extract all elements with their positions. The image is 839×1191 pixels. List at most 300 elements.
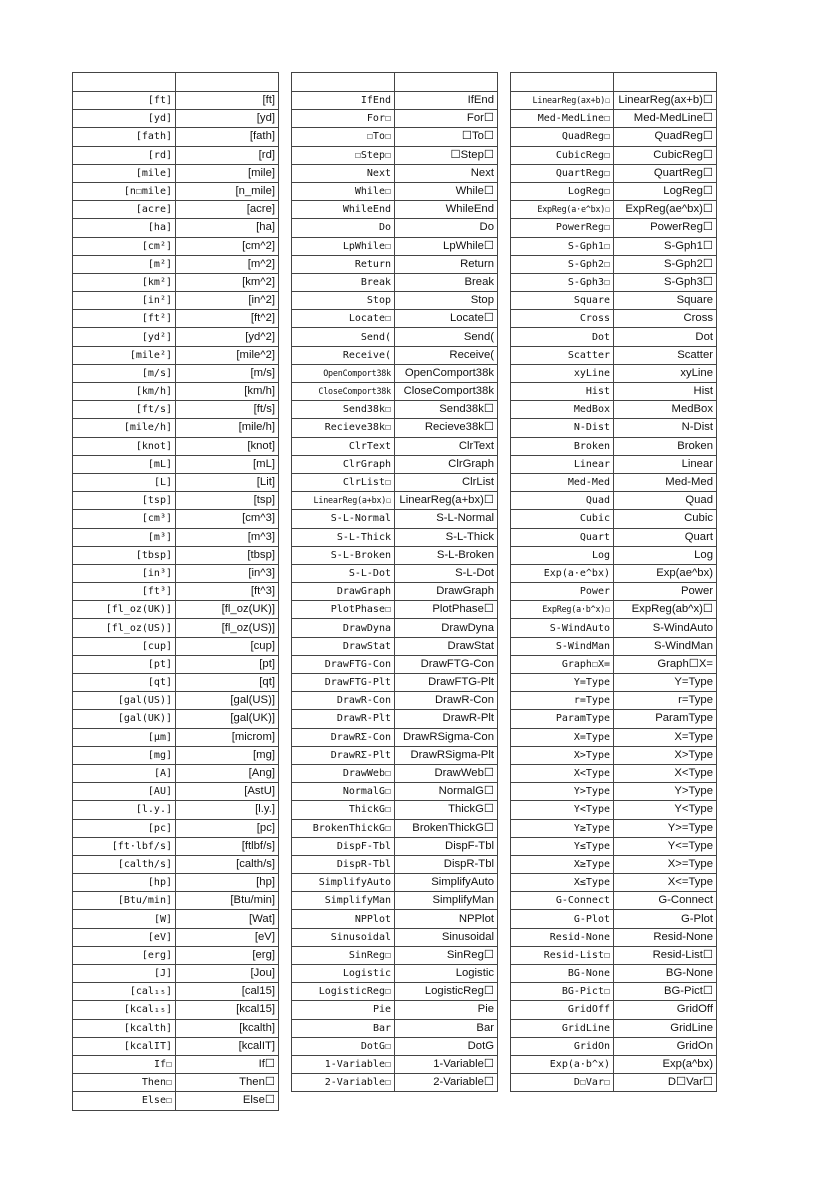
header-cell-command [292,73,395,92]
table-row [511,892,717,910]
text-cell: GridOff [614,1001,717,1019]
text-cell: [fl_oz(UK)] [176,601,279,619]
table-row [292,983,498,1001]
command-cell: Graph☐X= [511,655,614,673]
command-cell: LogisticReg☐ [292,983,395,1001]
table-row [511,473,717,491]
text-cell: ☐Step☐ [395,146,498,164]
command-cell: DrawDyna [292,619,395,637]
text-cell: Quart [614,528,717,546]
text-cell: [AstU] [176,783,279,801]
command-cell: [mL] [73,455,176,473]
table-row [73,583,279,601]
text-cell: PlotPhase☐ [395,601,498,619]
command-cell: X=Type [511,728,614,746]
table-row [511,401,717,419]
command-cell: [pc] [73,819,176,837]
text-cell: DrawGraph [395,583,498,601]
text-cell: WhileEnd [395,201,498,219]
table-row [292,364,498,382]
text-cell: [ft^2] [176,310,279,328]
command-cell: Resid-List☐ [511,946,614,964]
table-row [511,692,717,710]
header-cell-text [176,73,279,92]
table-row [292,292,498,310]
table-row [511,219,717,237]
command-cell: OpenComport38k [292,364,395,382]
command-cell: Square [511,292,614,310]
text-cell: Quad [614,492,717,510]
command-cell: Med-Med [511,473,614,491]
table-row [73,292,279,310]
text-cell: S-Gph2☐ [614,255,717,273]
text-cell: Y=Type [614,674,717,692]
text-cell: [rd] [176,146,279,164]
text-cell: [Lit] [176,473,279,491]
table-row [73,928,279,946]
command-cell: GridOn [511,1037,614,1055]
table-row [292,255,498,273]
command-cell: [AU] [73,783,176,801]
text-cell: Receive( [395,346,498,364]
text-cell: LinearReg(a+bx)☐ [395,492,498,510]
table-row [292,637,498,655]
table-row [511,946,717,964]
table-row [73,419,279,437]
command-cell: DispR-Tbl [292,855,395,873]
command-cell: LinearReg(ax+b)☐ [511,92,614,110]
text-cell: S-Gph3☐ [614,273,717,291]
command-cell: Stop [292,292,395,310]
text-cell: S-L-Thick [395,528,498,546]
command-cell: IfEnd [292,92,395,110]
command-cell: [pt] [73,655,176,673]
text-cell: [mile^2] [176,346,279,364]
table-row [73,310,279,328]
table-body-1 [73,73,279,1111]
table-row [73,728,279,746]
table-row [511,855,717,873]
table-row [73,692,279,710]
table-row [73,983,279,1001]
text-cell: NormalG☐ [395,783,498,801]
text-cell: [yd] [176,110,279,128]
text-cell: Power [614,583,717,601]
command-cell: Exp(a·b^x) [511,1055,614,1073]
command-cell: Break [292,273,395,291]
command-cell: ClrList☐ [292,473,395,491]
command-cell: [ft³] [73,583,176,601]
table-row [73,946,279,964]
table-row [292,383,498,401]
table-row [73,855,279,873]
text-cell: Y>Type [614,783,717,801]
text-cell: [l.y.] [176,801,279,819]
command-cell: [km²] [73,273,176,291]
table-row [73,564,279,582]
command-cell: SinReg☐ [292,946,395,964]
table-row [511,801,717,819]
table-row [511,437,717,455]
table-row [73,892,279,910]
command-cell: [mile] [73,164,176,182]
command-cell: Quad [511,492,614,510]
text-cell: [in^3] [176,564,279,582]
command-cell: WhileEnd [292,201,395,219]
table-row [292,128,498,146]
table-row [73,346,279,364]
command-cell: DotG☐ [292,1037,395,1055]
table-row [73,364,279,382]
text-cell: [ftlbf/s] [176,837,279,855]
command-cell: Bar [292,1019,395,1037]
text-cell: NPPlot [395,910,498,928]
text-cell: [m^2] [176,255,279,273]
command-cell: Y<Type [511,801,614,819]
text-cell: LogisticReg☐ [395,983,498,1001]
text-cell: [acre] [176,201,279,219]
text-cell: For☐ [395,110,498,128]
table-row [73,764,279,782]
text-cell: Next [395,164,498,182]
command-cell: [gal(UK)] [73,710,176,728]
text-cell: X>Type [614,746,717,764]
table-row [292,965,498,983]
table-row [511,346,717,364]
text-cell: [qt] [176,674,279,692]
table-row [73,1037,279,1055]
table-row [511,710,717,728]
table-row [511,764,717,782]
text-cell: [kcalIT] [176,1037,279,1055]
table-row [292,1001,498,1019]
command-cell: [fl_oz(US)] [73,619,176,637]
table-row [292,146,498,164]
table-row [292,874,498,892]
command-cell: LpWhile☐ [292,237,395,255]
text-cell: [m/s] [176,364,279,382]
table-row [511,601,717,619]
text-cell: CubicReg☐ [614,146,717,164]
command-cell: [km/h] [73,383,176,401]
command-cell: S-Gph3☐ [511,273,614,291]
table-row [511,310,717,328]
text-cell: IfEnd [395,92,498,110]
text-cell: Y>=Type [614,819,717,837]
command-cell: NPPlot [292,910,395,928]
command-cell: Next [292,164,395,182]
table-row [292,419,498,437]
command-cell: Y=Type [511,674,614,692]
table-row [511,201,717,219]
command-cell: X≥Type [511,855,614,873]
text-cell: DrawStat [395,637,498,655]
table-row [292,1074,498,1092]
text-cell: Med-MedLine☐ [614,110,717,128]
command-cell: [rd] [73,146,176,164]
command-cell: X<Type [511,764,614,782]
text-cell: MedBox [614,401,717,419]
text-cell: [ft] [176,92,279,110]
command-cell: [W] [73,910,176,928]
table-row [73,383,279,401]
command-cell: [calth/s] [73,855,176,873]
table-row [73,819,279,837]
table-row [73,146,279,164]
table-row [292,546,498,564]
table-row [73,182,279,200]
command-cell: [m/s] [73,364,176,382]
text-cell: [m^3] [176,528,279,546]
command-cell: 1-Variable☐ [292,1055,395,1073]
text-cell: [mg] [176,746,279,764]
text-cell: Pie [395,1001,498,1019]
command-cell: Recieve38k☐ [292,419,395,437]
table-row [511,110,717,128]
text-cell: [calth/s] [176,855,279,873]
table-row [292,601,498,619]
table-row [511,965,717,983]
text-cell: ExpReg(ae^bx)☐ [614,201,717,219]
text-cell: Dot [614,328,717,346]
table-row [292,619,498,637]
table-row [292,110,498,128]
table-row [511,928,717,946]
command-cell: DrawRΣ-Con [292,728,395,746]
text-cell: DrawR-Con [395,692,498,710]
command-cell: SimplifyAuto [292,874,395,892]
text-cell: GridOn [614,1037,717,1055]
text-cell: DrawR-Plt [395,710,498,728]
text-cell: DrawDyna [395,619,498,637]
command-cell: ExpReg(a·e^bx)☐ [511,201,614,219]
command-cell: N-Dist [511,419,614,437]
text-cell: [knot] [176,437,279,455]
table-row [511,637,717,655]
table-row [73,437,279,455]
table-row [511,419,717,437]
text-cell: Broken [614,437,717,455]
command-cell: Receive( [292,346,395,364]
command-cell: [l.y.] [73,801,176,819]
text-cell: OpenComport38k [395,364,498,382]
text-cell: Recieve38k☐ [395,419,498,437]
table-row [292,492,498,510]
command-cell: DrawWeb☐ [292,764,395,782]
table-row [73,401,279,419]
command-cell: [yd²] [73,328,176,346]
table-row [73,965,279,983]
command-cell: BG-None [511,965,614,983]
command-cell: Y≤Type [511,837,614,855]
table-row [511,455,717,473]
table-row [73,528,279,546]
command-cell: Locate☐ [292,310,395,328]
table-row [511,1001,717,1019]
command-cell: While☐ [292,182,395,200]
text-cell: [microm] [176,728,279,746]
table-row [511,583,717,601]
text-cell: [pt] [176,655,279,673]
text-cell: Graph☐X= [614,655,717,673]
table-row [73,1019,279,1037]
text-cell: QuartReg☐ [614,164,717,182]
table-row [73,455,279,473]
command-cell: X>Type [511,746,614,764]
table-row [73,255,279,273]
command-cell: ParamType [511,710,614,728]
command-cell: Scatter [511,346,614,364]
command-cell: DrawStat [292,637,395,655]
text-cell: LogReg☐ [614,182,717,200]
text-cell: PowerReg☐ [614,219,717,237]
command-cell: Resid-None [511,928,614,946]
command-cell: DrawFTG-Plt [292,674,395,692]
command-cell: [m²] [73,255,176,273]
text-cell: BG-None [614,965,717,983]
table-row [511,328,717,346]
table-row [292,692,498,710]
table-row [292,910,498,928]
command-cell: G-Connect [511,892,614,910]
text-cell: ☐To☐ [395,128,498,146]
command-cell: Logistic [292,965,395,983]
text-cell: Med-Med [614,473,717,491]
text-cell: If☐ [176,1055,279,1073]
command-cell: [J] [73,965,176,983]
command-cell: DrawGraph [292,583,395,601]
text-cell: Exp(a^bx) [614,1055,717,1073]
command-cell: Y>Type [511,783,614,801]
text-cell: S-L-Broken [395,546,498,564]
text-cell: [cm^2] [176,237,279,255]
text-cell: [ft^3] [176,583,279,601]
header-cell-text [614,73,717,92]
text-cell: SimplifyMan [395,892,498,910]
text-cell: Exp(ae^bx) [614,564,717,582]
table-row [73,219,279,237]
command-cell: QuartReg☐ [511,164,614,182]
text-cell: Resid-None [614,928,717,946]
table-row [73,128,279,146]
text-cell: [ft/s] [176,401,279,419]
command-cell: Send( [292,328,395,346]
text-cell: Send( [395,328,498,346]
command-cell: Med-MedLine☐ [511,110,614,128]
table-row [511,364,717,382]
text-cell: S-WindAuto [614,619,717,637]
table-row [73,837,279,855]
text-cell: [pc] [176,819,279,837]
text-cell: [mile/h] [176,419,279,437]
command-cell: xyLine [511,364,614,382]
command-cell: Exp(a·e^bx) [511,564,614,582]
header-cell-command [511,73,614,92]
text-cell: ClrList [395,473,498,491]
command-cell: [ft] [73,92,176,110]
command-cell: [ha] [73,219,176,237]
command-cell: [ft²] [73,310,176,328]
table-row [511,546,717,564]
command-cell: BrokenThickG☐ [292,819,395,837]
table-row [292,837,498,855]
text-cell: Hist [614,383,717,401]
text-cell: [hp] [176,874,279,892]
text-cell: [cup] [176,637,279,655]
text-cell: DrawRSigma-Plt [395,746,498,764]
text-cell: N-Dist [614,419,717,437]
command-cell: MedBox [511,401,614,419]
command-cell: [L] [73,473,176,491]
command-cell: SimplifyMan [292,892,395,910]
command-cell: [cal₁₅] [73,983,176,1001]
table-row [73,874,279,892]
command-cell: Send38k☐ [292,401,395,419]
text-cell: Logistic [395,965,498,983]
table-row [73,510,279,528]
table-row [511,1019,717,1037]
table-header-row [73,73,279,92]
table-row [511,182,717,200]
command-cell: [kcal₁₅] [73,1001,176,1019]
table-row [511,910,717,928]
text-cell: Do [395,219,498,237]
text-cell: D☐Var☐ [614,1074,717,1092]
text-cell: DispF-Tbl [395,837,498,855]
table-row [511,128,717,146]
command-cell: [knot] [73,437,176,455]
table-row [292,219,498,237]
table-row [511,146,717,164]
table-row [511,92,717,110]
command-cell: [erg] [73,946,176,964]
command-cell: GridLine [511,1019,614,1037]
text-cell: [erg] [176,946,279,964]
text-cell: Square [614,292,717,310]
command-cell: [qt] [73,674,176,692]
command-cell: LinearReg(a+bx)☐ [292,492,395,510]
text-cell: Return [395,255,498,273]
text-cell: [tbsp] [176,546,279,564]
table-row [292,583,498,601]
command-cell: ThickG☐ [292,801,395,819]
table-row [73,637,279,655]
command-cell: Quart [511,528,614,546]
command-cell: QuadReg☐ [511,128,614,146]
command-cell: ☐To☐ [292,128,395,146]
text-cell: [cm^3] [176,510,279,528]
command-cell: [gal(US)] [73,692,176,710]
text-cell: CloseComport38k [395,383,498,401]
text-cell: [Ang] [176,764,279,782]
command-cell: 2-Variable☐ [292,1074,395,1092]
command-cell: Then☐ [73,1074,176,1092]
command-cell: Y≥Type [511,819,614,837]
text-cell: [km^2] [176,273,279,291]
table-row [73,1074,279,1092]
text-cell: X<=Type [614,874,717,892]
header-cell-text [395,73,498,92]
command-cell: S-WindMan [511,637,614,655]
table-row [73,201,279,219]
table-row [292,510,498,528]
table-row [511,528,717,546]
command-cell: Else☐ [73,1092,176,1110]
command-cell: [fl_oz(UK)] [73,601,176,619]
command-cell: Pie [292,1001,395,1019]
text-cell: [mL] [176,455,279,473]
command-cell: CubicReg☐ [511,146,614,164]
